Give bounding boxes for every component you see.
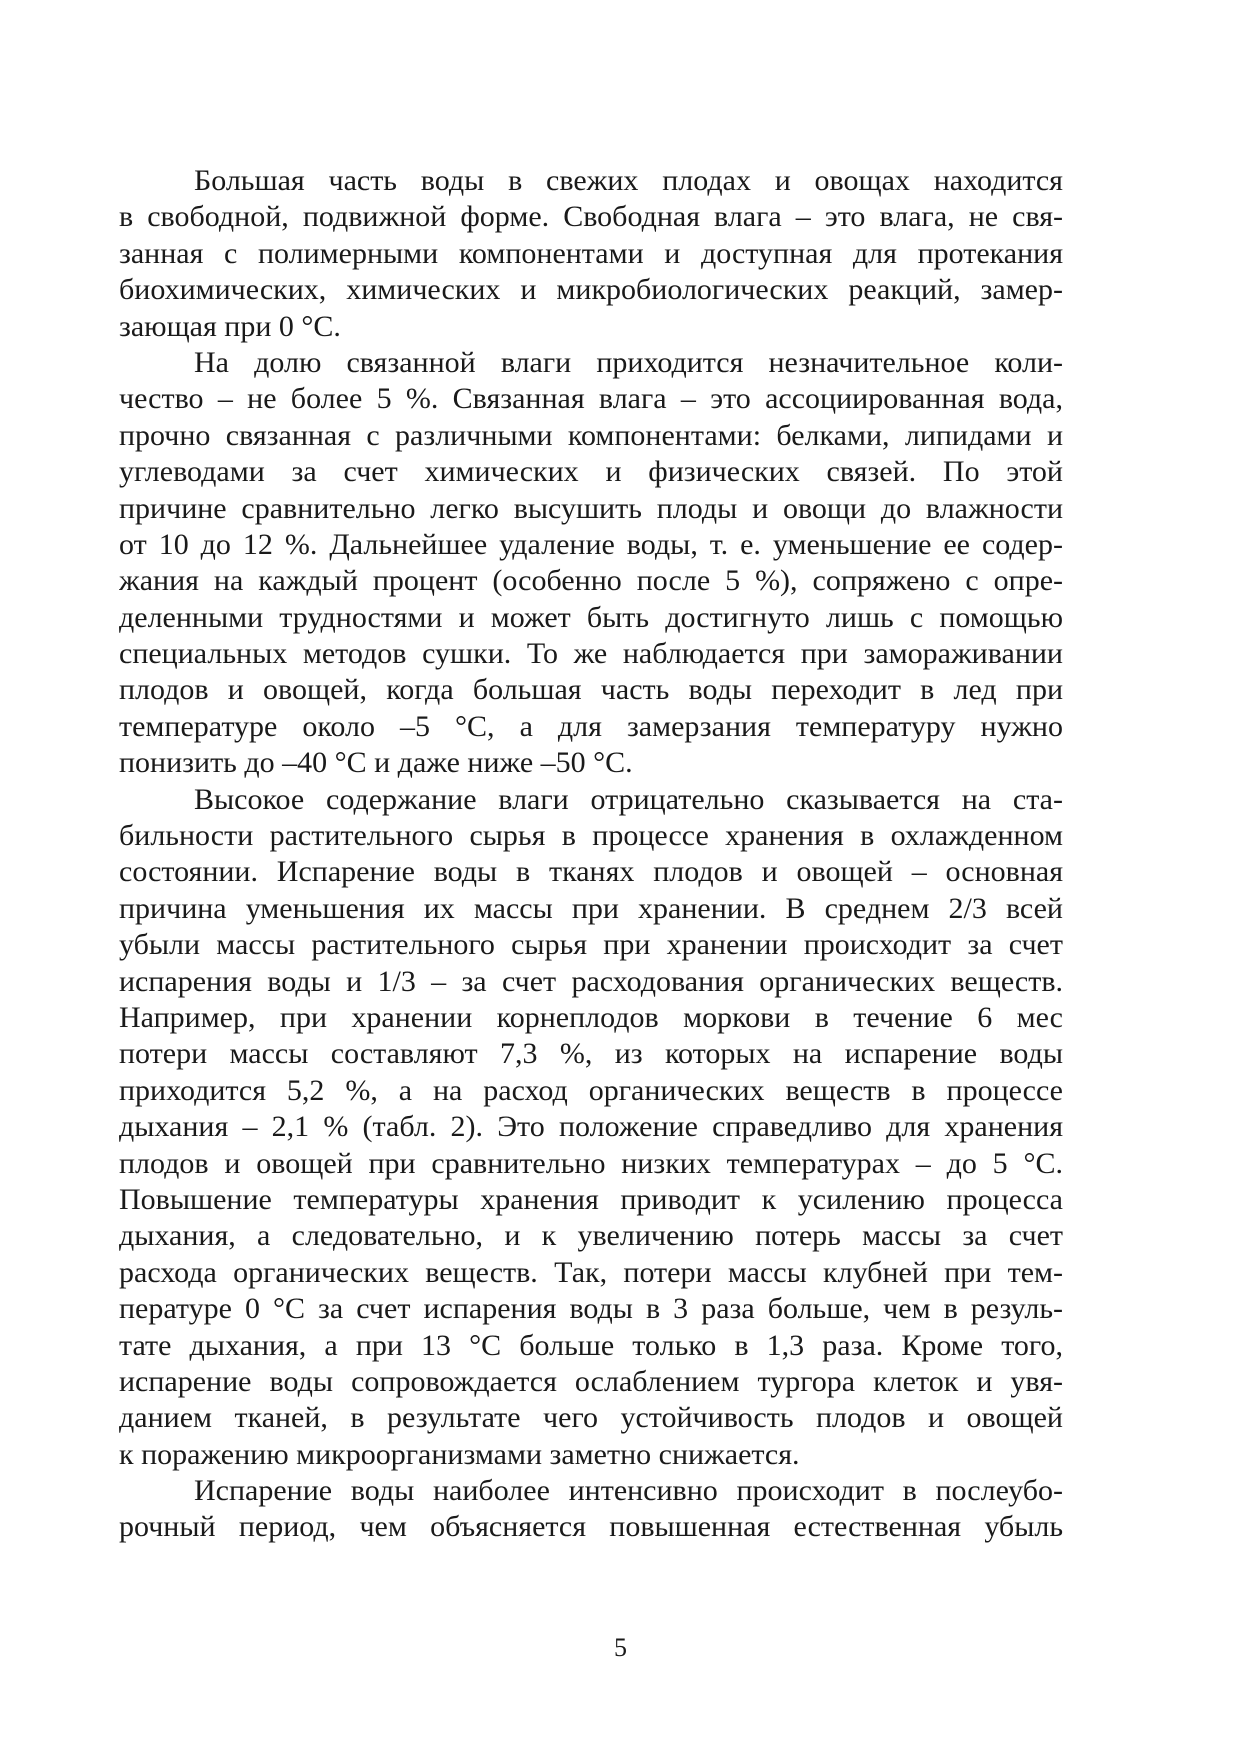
paragraph-1 bbox=[119, 163, 1063, 345]
text-line: прочно связанная с различными компонентами: белками, липидами и bbox=[119, 418, 1063, 452]
text-line: углеводами за счет химических и физических связей. По этой bbox=[119, 455, 1063, 489]
text-line: понизить до –40 °С и даже ниже –50 °С. bbox=[119, 746, 633, 780]
text-line: приходится 5,2 %, а на расход органических веществ в процессе bbox=[119, 1073, 1063, 1107]
text-line: причина уменьшения их массы при хранении. В среднем 2/3 всей bbox=[119, 891, 1063, 925]
text-line: Испарение воды наиболее интенсивно происходит в послеубо- bbox=[194, 1474, 1063, 1508]
page-number: 5 bbox=[614, 1633, 627, 1662]
paragraph-4 bbox=[119, 1473, 1063, 1546]
text-line: убыли массы растительного сырья при хранении происходит за счет bbox=[119, 928, 1063, 962]
text-line: тате дыхания, а при 13 °С больше только в 1,3 раза. Кроме того, bbox=[119, 1328, 1063, 1362]
text-line: потери массы составляют 7,3 %, из которых на испарение воды bbox=[119, 1037, 1063, 1071]
text-line: бильности растительного сырья в процессе хранения в охлажденном bbox=[119, 819, 1063, 853]
text-line: рочный период, чем объясняется повышенная естественная убыль bbox=[119, 1510, 1063, 1544]
paragraph-3 bbox=[119, 782, 1063, 1473]
text-line: На долю связанной влаги приходится незначительное коли- bbox=[194, 345, 1063, 379]
text-line: чество – не более 5 %. Связанная влага – это ассоциированная вода, bbox=[119, 382, 1063, 416]
text-line: деленными трудностями и может быть достигнуто лишь с помощью bbox=[119, 600, 1063, 634]
text-line: зающая при 0 °С. bbox=[119, 309, 341, 343]
text-line: плодов и овощей при сравнительно низких температурах – до 5 °С. bbox=[119, 1146, 1063, 1180]
text-line: в свободной, подвижной форме. Свободная влага – это влага, не свя- bbox=[119, 200, 1063, 234]
text-line: расхода органических веществ. Так, потери массы клубней при тем- bbox=[119, 1255, 1063, 1289]
text-line: Высокое содержание влаги отрицательно сказывается на ста- bbox=[194, 782, 1063, 816]
text-line: жания на каждый процент (особенно после 5 %), сопряжено с опре- bbox=[119, 564, 1063, 598]
text-line: температуре около –5 °С, а для замерзания температуру нужно bbox=[119, 709, 1063, 743]
text-line: испарения воды и 1/3 – за счет расходования органических веществ. bbox=[119, 964, 1063, 998]
text-line: дыхания – 2,1 % (табл. 2). Это положение справедливо для хранения bbox=[119, 1110, 1063, 1144]
text-line: данием тканей, в результате чего устойчивость плодов и овощей bbox=[119, 1401, 1063, 1435]
text-line: Повышение температуры хранения приводит к усилению процесса bbox=[119, 1182, 1063, 1216]
text-line: специальных методов сушки. То же наблюдается при замораживании bbox=[119, 637, 1063, 671]
text-line: дыхания, а следовательно, и к увеличению потерь массы за счет bbox=[119, 1219, 1063, 1253]
text-line: Большая часть воды в свежих плодах и овощах находится bbox=[194, 164, 1063, 197]
text-line: причине сравнительно легко высушить плоды и овощи до влажности bbox=[119, 491, 1063, 525]
text-line: пературе 0 °С за счет испарения воды в 3 раза больше, чем в резуль- bbox=[119, 1292, 1063, 1326]
text-line: плодов и овощей, когда большая часть воды переходит в лед при bbox=[119, 673, 1063, 707]
page-body bbox=[119, 163, 1063, 1546]
text-line: состоянии. Испарение воды в тканях плодов и овощей – основная bbox=[119, 855, 1063, 889]
paragraph-2 bbox=[119, 345, 1063, 782]
text-line: Например, при хранении корнеплодов моркови в течение 6 мес bbox=[119, 1000, 1063, 1034]
text-line: к поражению микроорганизмами заметно снижается. bbox=[119, 1437, 800, 1471]
text-line: испарение воды сопровождается ослаблением тургора клеток и увя- bbox=[119, 1364, 1063, 1398]
text-line: биохимических, химических и микробиологических реакций, замер- bbox=[119, 273, 1063, 307]
text-line: занная с полимерными компонентами и доступная для протекания bbox=[119, 236, 1063, 270]
text-line: от 10 до 12 %. Дальнейшее удаление воды, т. е. уменьшение ее содер- bbox=[119, 527, 1063, 561]
